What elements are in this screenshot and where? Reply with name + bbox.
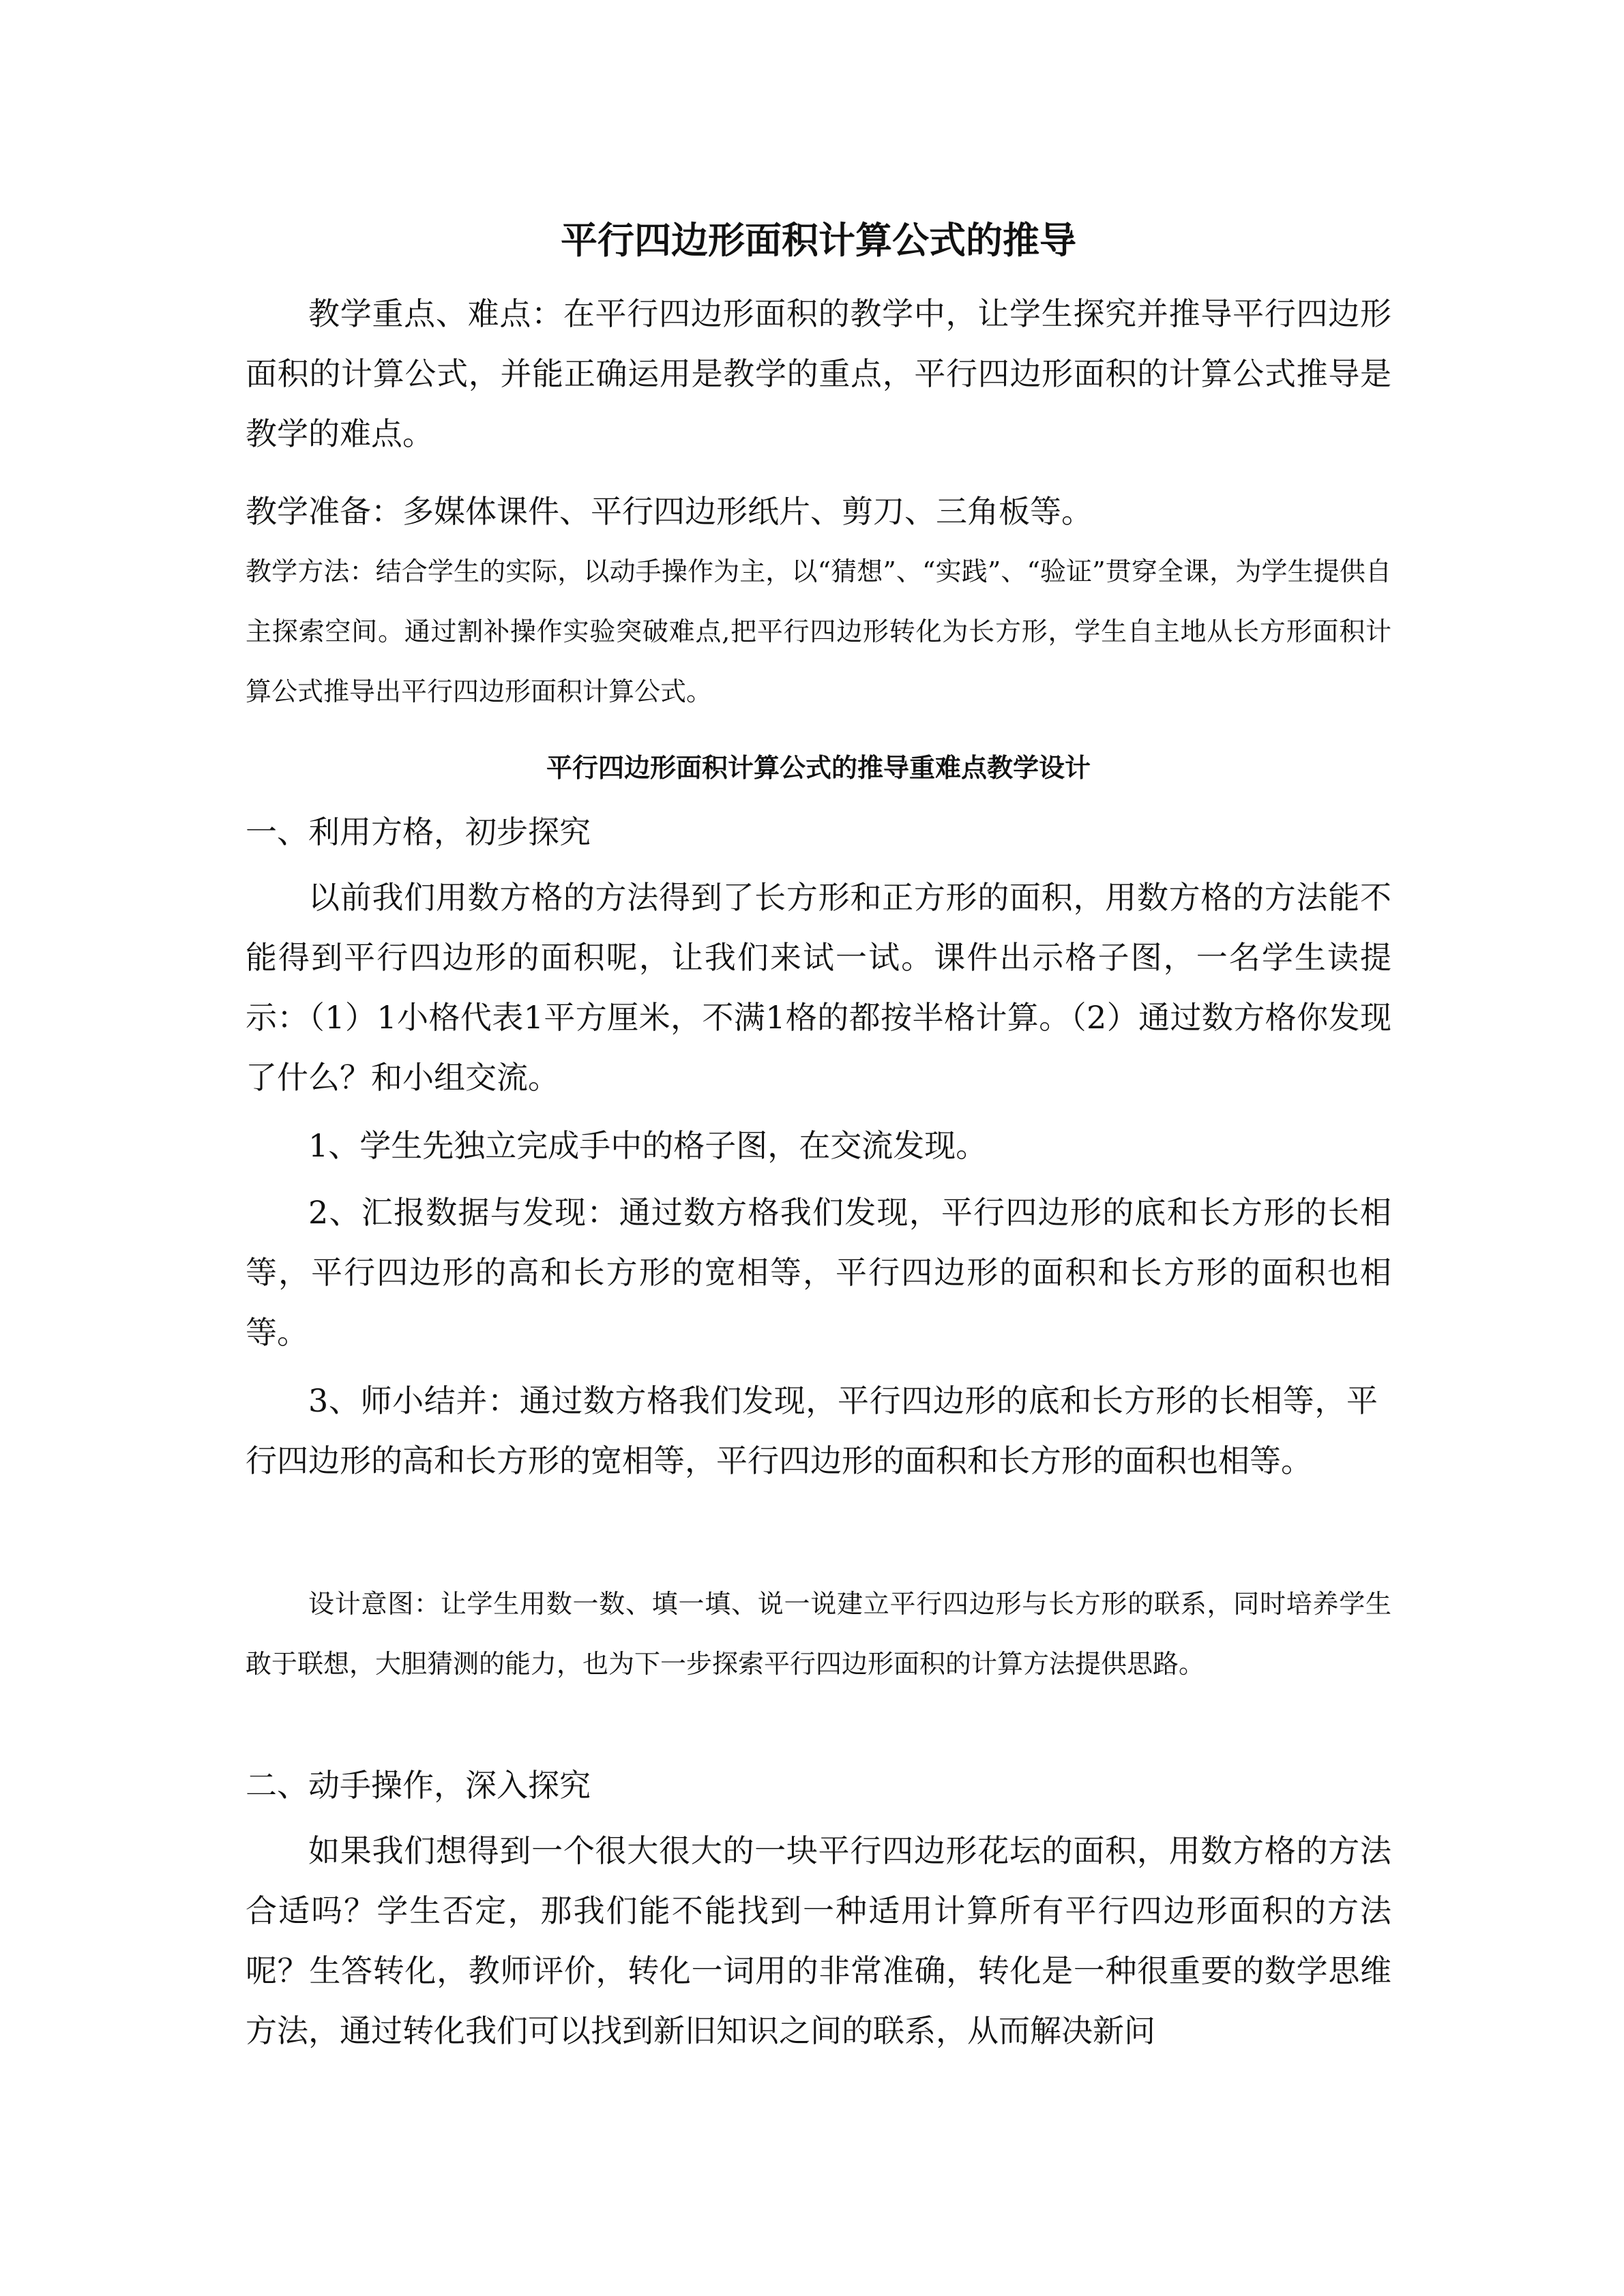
section1-design-intent: 设计意图：让学生用数一数、填一填、说一说建立平行四边形与长方形的联系，同时培养学生敢于联想，大胆猜测的能力，也为下一步探索平行四边形面积的计算方法提供思路。 xyxy=(246,1589,1391,1679)
section1-step3: 3、师小结并：通过数方格我们发现，平行四边形的底和长方形的长相等，平行四边形的高和长方形的宽相等，平行四边形的面积和长方形的面积也相等。 xyxy=(246,1382,1378,1479)
section1-step1: 1、学生先独立完成手中的格子图，在交流发现。 xyxy=(308,1127,988,1164)
design-title: 平行四边形面积计算公式的推导重难点教学设计 xyxy=(546,752,1091,783)
methods-paragraph: 教学方法：结合学生的实际，以动手操作为主，以“猜想”、“实践”、“验证”贯穿全课，为学生提供自主探索空间。通过割补操作实验突破难点,把平行四边形转化为长方形，学生自主地从长方形面积计算公式推导出平行四边形面积计算公式。 xyxy=(246,556,1391,706)
document-title: 平行四边形面积计算公式的推导 xyxy=(561,218,1076,262)
section1-step2: 2、汇报数据与发现：通过数方格我们发现，平行四边形的底和长方形的长相等，平行四边形的高和长方形的宽相等，平行四边形的面积和长方形的面积也相等。 xyxy=(246,1194,1391,1351)
preparation-paragraph: 教学准备：多媒体课件、平行四边形纸片、剪刀、三角板等。 xyxy=(246,493,1093,530)
key-points-paragraph: 教学重点、难点：在平行四边形面积的教学中，让学生探究并推导平行四边形面积的计算公式，并能正确运用是教学的重点，平行四边形面积的计算公式推导是教学的难点。 xyxy=(246,295,1391,452)
section1-heading: 一、利用方格，初步探究 xyxy=(246,814,591,850)
section2-heading: 二、动手操作，深入探究 xyxy=(246,1767,591,1804)
section2-intro-paragraph: 如果我们想得到一个很大很大的一块平行四边形花坛的面积，用数方格的方法合适吗？学生否定，那我们能不能找到一种适用计算所有平行四边形面积的方法呢？生答转化，教师评价，转化一词用的非常准确，转化是一种很重要的数学思维方法，通过转化我们可以找到新旧知识之间的联系，从而解决新问 xyxy=(246,1832,1391,2049)
section1-intro-paragraph: 以前我们用数方格的方法得到了长方形和正方形的面积，用数方格的方法能不能得到平行四边形的面积呢，让我们来试一试。课件出示格子图，一名学生读提示：（1）1小格代表1平方厘米，不满1格的都按半格计算。（2）通过数方格你发现了什么？和小组交流。 xyxy=(246,879,1391,1096)
